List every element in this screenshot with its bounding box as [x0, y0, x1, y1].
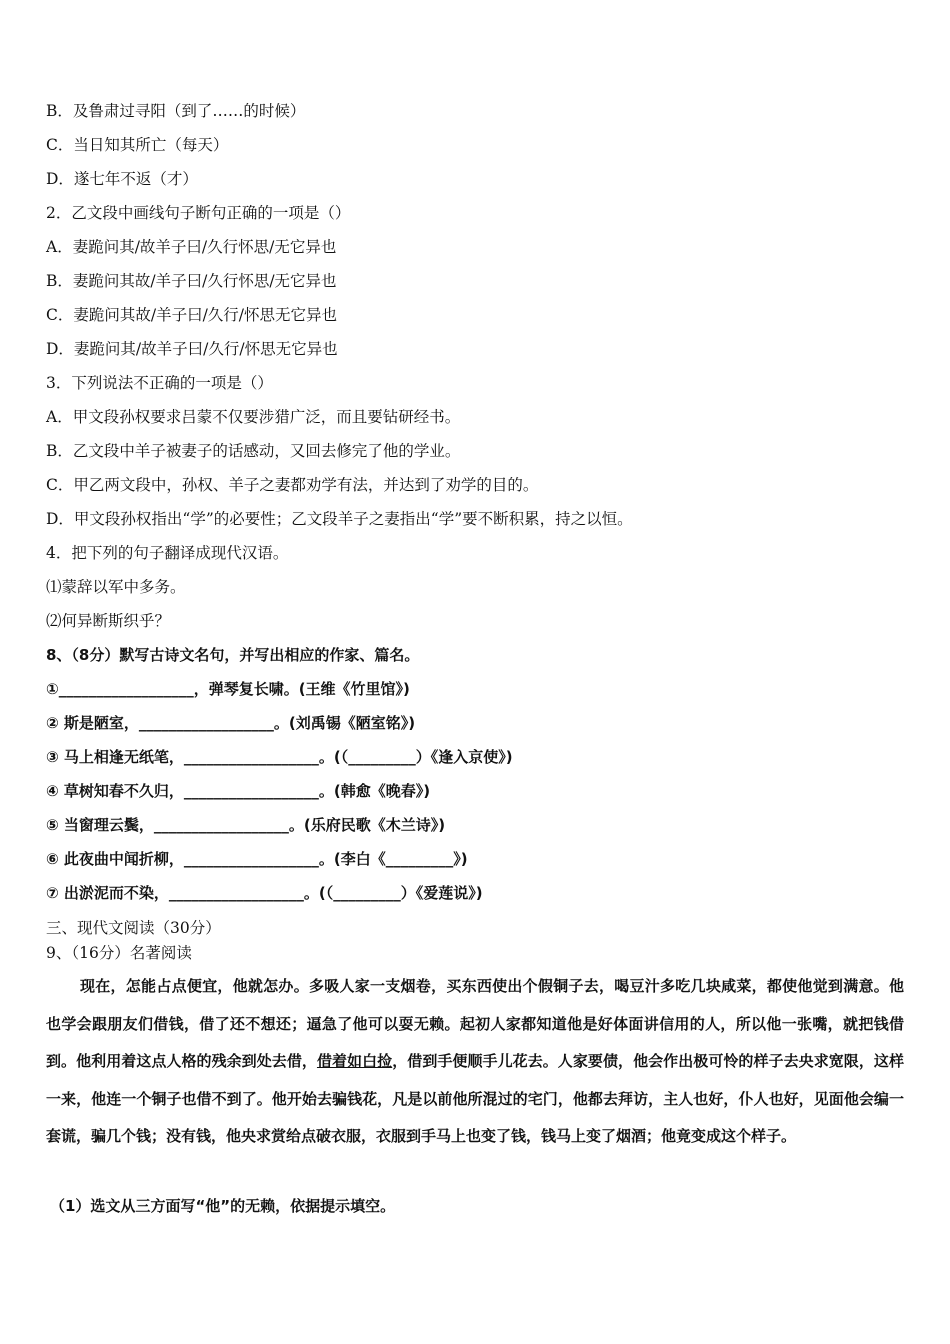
- q4-stem: 4．把下列的句子翻译成现代汉语。: [46, 544, 289, 562]
- q1-option-d: D．遂七年不返（才）: [46, 170, 198, 188]
- q3-stem: 3．下列说法不正确的一项是（）: [46, 374, 273, 392]
- passage-text-before: 现在，怎能占点便宜，他就怎办。多吸人家一支烟卷，买东西使出个假铜子去，喝豆汁多吃几块咸菜，都使他觉到满意。他也学会跟朋友们借钱，借了还不想还；逼急了他可以耍无赖。起初人家都知道他是好体面讲信用的人，所以他一张嘴，就把钱借到。他利用着这点人格的残余到处去借，: [46, 977, 904, 1070]
- q8-item-2: ② 斯是陋室，__________________。(刘禹锡《陋室铭》): [46, 714, 416, 732]
- q2-option-b: B．妻跪问其故/羊子曰/久行怀思/无它异也: [46, 272, 337, 290]
- q3-option-b: B．乙文段中羊子被妻子的话感动，又回去修完了他的学业。: [46, 442, 461, 460]
- section-3-title: 三、现代文阅读（30分）: [46, 919, 221, 937]
- q1-option-b: B．及鲁肃过寻阳（到了……的时候）: [46, 102, 306, 120]
- q3-option-a: A．甲文段孙权要求吕蒙不仅要涉猎广泛，而且要钻研经书。: [46, 408, 461, 426]
- q8-item-3: ③ 马上相逢无纸笔，__________________。(（_________）《逢入京使》): [46, 748, 513, 766]
- q8-item-5: ⑤ 当窗理云鬓，__________________。(乐府民歌《木兰诗》): [46, 816, 446, 834]
- q8-item-7: ⑦ 出淤泥而不染，__________________。(（_________）《爱莲说》): [46, 884, 483, 902]
- q8-item-4: ④ 草树知春不久归，__________________。(韩愈《晚春》): [46, 782, 431, 800]
- q8-stem: 8、（8分）默写古诗文名句，并写出相应的作家、篇名。: [46, 646, 420, 664]
- q8-item-6: ⑥ 此夜曲中闻折柳，__________________。(李白《_________》): [46, 850, 468, 868]
- q2-option-a: A．妻跪问其/故羊子曰/久行怀思/无它异也: [46, 238, 337, 256]
- q2-option-d: D．妻跪问其/故羊子曰/久行/怀思无它异也: [46, 340, 338, 358]
- q4-sentence-2: ⑵何异断斯织乎？: [46, 612, 171, 630]
- q8-item-1: ①__________________，弹琴复长啸。(王维《竹里馆》): [46, 680, 410, 698]
- q2-stem: 2．乙文段中画线句子断句正确的一项是（）: [46, 204, 351, 222]
- q2-option-c: C．妻跪问其故/羊子曰/久行/怀思无它异也: [46, 306, 338, 324]
- passage: [46, 968, 904, 1156]
- q9-title: 9、（16分）名著阅读: [46, 944, 192, 962]
- passage-text-after: ，借到手便顺手儿花去。人家要债，他会作出极可怜的样子去央求宽限，这样一来，他连一个铜子也借不到了。他开始去骗钱花，凡是以前他所混过的宅门，他都去拜访，主人也好，仆人也好，见面他会编一套谎，骗几个钱；没有钱，他央求赏给点破衣服，衣服到手马上也变了钱，钱马上变了烟酒；他竟变成这个样子。: [46, 1052, 904, 1145]
- passage-underlined-phrase: 借着如白捡: [316, 1052, 393, 1070]
- q3-option-c: C．甲乙两文段中，孙权、羊子之妻都劝学有法，并达到了劝学的目的。: [46, 476, 539, 494]
- q1-option-c: C．当日知其所亡（每天）: [46, 136, 229, 154]
- q9-sub-question-1: （1）选文从三方面写“他”的无赖，依据提示填空。: [50, 1197, 396, 1215]
- q4-sentence-1: ⑴蒙辞以军中多务。: [46, 578, 186, 596]
- q3-option-d: D．甲文段孙权指出“学”的必要性；乙文段羊子之妻指出“学”要不断积累，持之以恒。: [46, 510, 633, 528]
